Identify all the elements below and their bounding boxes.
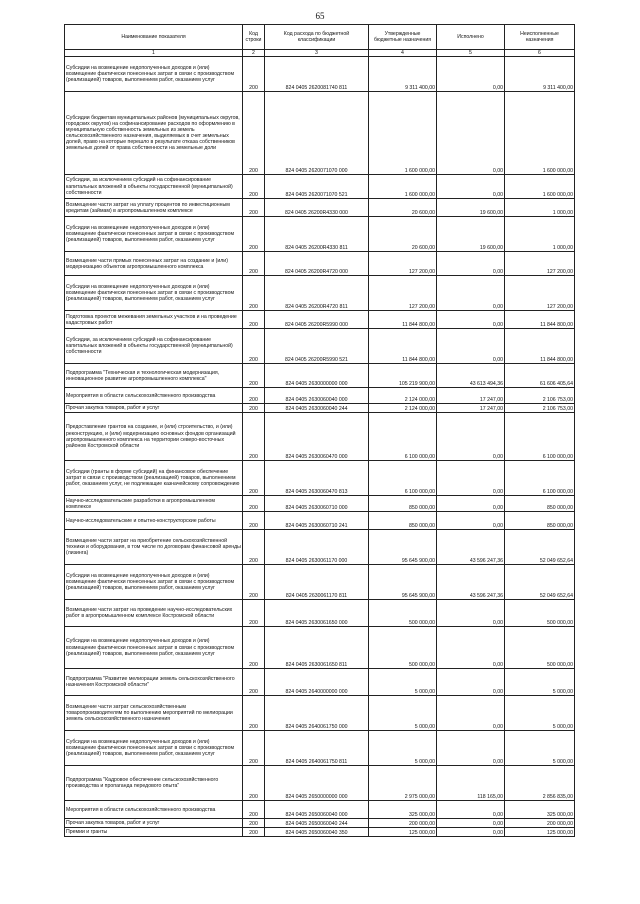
- expense-code: 824 0405 2620081740 811: [265, 57, 369, 92]
- executed-amount: 43 613 494,36: [437, 364, 505, 388]
- unexecuted-amount: 1 000,00: [505, 217, 575, 252]
- approved-amount: 850 000,00: [369, 512, 437, 530]
- expense-code: 824 0405 2630060470 813: [265, 461, 369, 496]
- line-code: 200: [243, 766, 265, 801]
- table-row: [65, 199, 575, 217]
- header-row: [65, 25, 575, 50]
- table-row: [65, 217, 575, 252]
- expense-code: 824 0405 2630060040 000: [265, 388, 369, 404]
- approved-amount: 2 124 000,00: [369, 404, 437, 413]
- expense-code: 824 0405 2650060040 350: [265, 828, 369, 837]
- indicator-name: Возмещение части затрат на проведение научно-исследовательских работ в агропромышленном комплексе Костромской области: [65, 600, 243, 627]
- expense-code: 824 0405 26200R4720 811: [265, 276, 369, 311]
- indicator-name: Подготовка проектов межевания земельных участков и на проведение кадастровых работ: [65, 311, 243, 329]
- line-code: 200: [243, 600, 265, 627]
- indicator-name: Субсидии бюджетам муниципальных районов (муниципальных округов, городских округов) на софинансирование расходов по оформлению в муниципальную собственность земельных из земель сельскохозяйственного назначения, выделяемых в счет земельных долей, право на которые перешло в результате отказа собственников земельных долей от права собственности на земельные доли: [65, 92, 243, 175]
- column-number: 4: [369, 50, 437, 57]
- table-row: [65, 413, 575, 461]
- unexecuted-amount: 200 000,00: [505, 819, 575, 828]
- expense-code: 824 0405 26200R5990 000: [265, 311, 369, 329]
- table-row: [65, 731, 575, 766]
- expense-code: 824 0405 26200R4720 000: [265, 252, 369, 276]
- table-row: [65, 828, 575, 837]
- line-code: 200: [243, 731, 265, 766]
- indicator-name: Возмещение части затрат сельскохозяйственным товаропроизводителям по выполнению мероприятий по мелиорации земель сельскохозяйственного назначения: [65, 696, 243, 731]
- expense-code: 824 0405 2630000000 000: [265, 364, 369, 388]
- executed-amount: 0,00: [437, 92, 505, 175]
- line-code: 200: [243, 819, 265, 828]
- approved-amount: 850 000,00: [369, 496, 437, 512]
- table-row: [65, 512, 575, 530]
- unexecuted-amount: 850 000,00: [505, 496, 575, 512]
- line-code: 200: [243, 801, 265, 819]
- unexecuted-amount: 1 000,00: [505, 199, 575, 217]
- indicator-name: Возмещение части затрат на приобретение сельскохозяйственной техники и оборудования, в том числе по договорам финансовой аренды (лизинга): [65, 530, 243, 565]
- approved-amount: 95 645 900,00: [369, 530, 437, 565]
- approved-amount: 2 124 000,00: [369, 388, 437, 404]
- line-code: 200: [243, 199, 265, 217]
- unexecuted-amount: 500 000,00: [505, 627, 575, 669]
- column-number: 5: [437, 50, 505, 57]
- header-expense-code: Код расхода по бюджетной классификации: [265, 25, 369, 50]
- unexecuted-amount: 9 311 400,00: [505, 57, 575, 92]
- indicator-name: Научно-исследовательские и опытно-конструкторские работы: [65, 512, 243, 530]
- table-row: [65, 92, 575, 175]
- table-row: [65, 819, 575, 828]
- line-code: 200: [243, 175, 265, 199]
- table-row: [65, 329, 575, 364]
- expense-code: 824 0405 2620071070 000: [265, 92, 369, 175]
- table-row: [65, 461, 575, 496]
- expense-code: 824 0405 2640061750 000: [265, 696, 369, 731]
- expense-code: 824 0405 2630060470 000: [265, 413, 369, 461]
- unexecuted-amount: 52 049 652,64: [505, 565, 575, 600]
- table-row: [65, 801, 575, 819]
- indicator-name: Субсидии (гранты в форме субсидий) на финансовое обеспечение затрат в связи с производством (реализацией) товаров, выполнением работ, оказанием услуг, не подлежащие казначейскому сопровождению: [65, 461, 243, 496]
- indicator-name: Мероприятия в области сельскохозяйственного производства: [65, 801, 243, 819]
- expense-code: 824 0405 26200R5990 521: [265, 329, 369, 364]
- unexecuted-amount: 52 049 652,64: [505, 530, 575, 565]
- approved-amount: 6 100 000,00: [369, 413, 437, 461]
- unexecuted-amount: 125 000,00: [505, 828, 575, 837]
- table-row: [65, 57, 575, 92]
- table-row: [65, 311, 575, 329]
- indicator-name: Субсидии на возмещение недополученных доходов и (или) возмещение фактически понесенных затрат в связи с производством (реализацией) товаров, выполнением работ, оказанием услуг: [65, 276, 243, 311]
- executed-amount: 0,00: [437, 329, 505, 364]
- executed-amount: 0,00: [437, 311, 505, 329]
- approved-amount: 6 100 000,00: [369, 461, 437, 496]
- line-code: 200: [243, 627, 265, 669]
- indicator-name: Подпрограмма "Развитие мелиорации земель сельскохозяйственного назначения Костромской области": [65, 669, 243, 696]
- unexecuted-amount: 5 000,00: [505, 696, 575, 731]
- unexecuted-amount: 11 844 800,00: [505, 329, 575, 364]
- line-code: 200: [243, 404, 265, 413]
- line-code: 200: [243, 311, 265, 329]
- line-code: 200: [243, 413, 265, 461]
- approved-amount: 1 600 000,00: [369, 92, 437, 175]
- line-code: 200: [243, 669, 265, 696]
- line-code: 200: [243, 696, 265, 731]
- executed-amount: 0,00: [437, 627, 505, 669]
- expense-code: 824 0405 2620071070 521: [265, 175, 369, 199]
- expense-code: 824 0405 2630061170 000: [265, 530, 369, 565]
- expense-code: 824 0405 2630061650 000: [265, 600, 369, 627]
- indicator-name: Субсидии, за исключением субсидий на софинансирование капитальных вложений в объекты государственной (муниципальной) собственности: [65, 175, 243, 199]
- table-row: [65, 696, 575, 731]
- approved-amount: 2 975 000,00: [369, 766, 437, 801]
- approved-amount: 127 200,00: [369, 252, 437, 276]
- unexecuted-amount: 61 606 405,64: [505, 364, 575, 388]
- expense-code: 824 0405 2640061750 811: [265, 731, 369, 766]
- table-row: [65, 565, 575, 600]
- line-code: 200: [243, 92, 265, 175]
- unexecuted-amount: 1 600 000,00: [505, 92, 575, 175]
- approved-amount: 325 000,00: [369, 801, 437, 819]
- table-row: [65, 530, 575, 565]
- approved-amount: 127 200,00: [369, 276, 437, 311]
- column-number: 1: [65, 50, 243, 57]
- expense-code: 824 0405 2650000000 000: [265, 766, 369, 801]
- executed-amount: 0,00: [437, 57, 505, 92]
- table-row: [65, 175, 575, 199]
- line-code: 200: [243, 329, 265, 364]
- executed-amount: 19 600,00: [437, 199, 505, 217]
- expense-code: 824 0405 2630060710 000: [265, 496, 369, 512]
- approved-amount: 9 311 400,00: [369, 57, 437, 92]
- expense-code: 824 0405 26200R4330 811: [265, 217, 369, 252]
- line-code: 200: [243, 388, 265, 404]
- approved-amount: 105 219 900,00: [369, 364, 437, 388]
- executed-amount: 0,00: [437, 600, 505, 627]
- executed-amount: 0,00: [437, 461, 505, 496]
- executed-amount: 19 600,00: [437, 217, 505, 252]
- unexecuted-amount: 5 000,00: [505, 731, 575, 766]
- indicator-name: Субсидии, за исключением субсидий на софинансирование капитальных вложений в объекты государственной (муниципальной) собственности: [65, 329, 243, 364]
- executed-amount: 0,00: [437, 413, 505, 461]
- line-code: 200: [243, 496, 265, 512]
- executed-amount: 0,00: [437, 819, 505, 828]
- header-executed: Исполнено: [437, 25, 505, 50]
- unexecuted-amount: 500 000,00: [505, 600, 575, 627]
- table-row: [65, 496, 575, 512]
- header-line-code: Код строки: [243, 25, 265, 50]
- table-row: [65, 600, 575, 627]
- unexecuted-amount: 2 106 753,00: [505, 404, 575, 413]
- indicator-name: Научно-исследовательские разработки в агропромышленном комплексе: [65, 496, 243, 512]
- line-code: 200: [243, 512, 265, 530]
- expense-code: 824 0405 2630060710 241: [265, 512, 369, 530]
- page-number: 65: [315, 11, 325, 21]
- approved-amount: 500 000,00: [369, 600, 437, 627]
- indicator-name: Возмещение части затрат на уплату процентов по инвестиционным кредитам (займам) в агропромышленном комплексе: [65, 199, 243, 217]
- approved-amount: 200 000,00: [369, 819, 437, 828]
- executed-amount: 0,00: [437, 252, 505, 276]
- line-code: 200: [243, 276, 265, 311]
- approved-amount: 500 000,00: [369, 627, 437, 669]
- approved-amount: 11 844 800,00: [369, 311, 437, 329]
- approved-amount: 1 600 000,00: [369, 175, 437, 199]
- unexecuted-amount: 2 856 835,00: [505, 766, 575, 801]
- indicator-name: Субсидии на возмещение недополученных доходов и (или) возмещение фактически понесенных затрат в связи с производством (реализацией) товаров, выполнением работ, оказанием услуг: [65, 217, 243, 252]
- table-row: [65, 766, 575, 801]
- executed-amount: 118 165,00: [437, 766, 505, 801]
- unexecuted-amount: 1 600 000,00: [505, 175, 575, 199]
- executed-amount: 17 247,00: [437, 388, 505, 404]
- approved-amount: 5 000,00: [369, 731, 437, 766]
- line-code: 200: [243, 364, 265, 388]
- unexecuted-amount: 127 200,00: [505, 276, 575, 311]
- table-row: [65, 627, 575, 669]
- executed-amount: 0,00: [437, 696, 505, 731]
- line-code: 200: [243, 828, 265, 837]
- indicator-name: Подпрограмма "Техническая и технологическая модернизация, инновационное развитие агропромышленного комплекса": [65, 364, 243, 388]
- executed-amount: 43 596 247,36: [437, 565, 505, 600]
- unexecuted-amount: 6 100 000,00: [505, 413, 575, 461]
- line-code: 200: [243, 565, 265, 600]
- executed-amount: 0,00: [437, 512, 505, 530]
- expense-code: 824 0405 2630060040 244: [265, 404, 369, 413]
- unexecuted-amount: 850 000,00: [505, 512, 575, 530]
- column-number: 2: [243, 50, 265, 57]
- header-approved: Утвержденные бюджетные назначения: [369, 25, 437, 50]
- indicator-name: Субсидии на возмещение недополученных доходов и (или) возмещение фактически понесенных затрат в связи с производством (реализацией) товаров, выполнением работ, оказанием услуг: [65, 731, 243, 766]
- line-code: 200: [243, 57, 265, 92]
- unexecuted-amount: 325 000,00: [505, 801, 575, 819]
- table-row: [65, 404, 575, 413]
- indicator-name: Премии и гранты: [65, 828, 243, 837]
- header-indicator-name: Наименование показателя: [65, 25, 243, 50]
- approved-amount: 5 000,00: [369, 696, 437, 731]
- expense-code: 824 0405 2650060040 244: [265, 819, 369, 828]
- table-body: [65, 57, 575, 837]
- approved-amount: 125 000,00: [369, 828, 437, 837]
- executed-amount: 0,00: [437, 175, 505, 199]
- indicator-name: Предоставление грантов на создание, и (или) строительство, и (или) реконструкцию, и (или) модернизацию основных фондов организаций агропромышленного комплекса на территории северо-восточных районов Костромской области: [65, 413, 243, 461]
- indicator-name: Возмещение части прямых понесенных затрат на создание и (или) модернизацию объектов агропромышленного комплекса: [65, 252, 243, 276]
- unexecuted-amount: 5 000,00: [505, 669, 575, 696]
- expense-code: 824 0405 2650060040 000: [265, 801, 369, 819]
- indicator-name: Субсидии на возмещение недополученных доходов и (или) возмещение фактически понесенных затрат в связи с производством (реализацией) товаров, выполнением работ, оказанием услуг: [65, 565, 243, 600]
- line-code: 200: [243, 461, 265, 496]
- approved-amount: 95 645 900,00: [369, 565, 437, 600]
- expense-code: 824 0405 2630061170 811: [265, 565, 369, 600]
- column-number-row: [65, 50, 575, 57]
- table-row: [65, 669, 575, 696]
- column-number: 3: [265, 50, 369, 57]
- line-code: 200: [243, 217, 265, 252]
- table-row: [65, 276, 575, 311]
- line-code: 200: [243, 252, 265, 276]
- column-number: 6: [505, 50, 575, 57]
- unexecuted-amount: 6 100 000,00: [505, 461, 575, 496]
- expense-code: 824 0405 2640000000 000: [265, 669, 369, 696]
- header-unexecuted: Неисполненные назначения: [505, 25, 575, 50]
- unexecuted-amount: 11 844 800,00: [505, 311, 575, 329]
- executed-amount: 0,00: [437, 731, 505, 766]
- table-row: [65, 252, 575, 276]
- approved-amount: 5 000,00: [369, 669, 437, 696]
- executed-amount: 0,00: [437, 801, 505, 819]
- indicator-name: Прочая закупка товаров, работ и услуг: [65, 819, 243, 828]
- unexecuted-amount: 2 106 753,00: [505, 388, 575, 404]
- indicator-name: Мероприятия в области сельскохозяйственного производства: [65, 388, 243, 404]
- table-row: [65, 364, 575, 388]
- executed-amount: 0,00: [437, 828, 505, 837]
- approved-amount: 20 600,00: [369, 199, 437, 217]
- executed-amount: 0,00: [437, 669, 505, 696]
- executed-amount: 0,00: [437, 276, 505, 311]
- indicator-name: Субсидии на возмещение недополученных доходов и (или) возмещение фактически понесенных затрат в связи с производством (реализацией) товаров, выполнением работ, оказанием услуг: [65, 627, 243, 669]
- unexecuted-amount: 127 200,00: [505, 252, 575, 276]
- executed-amount: 0,00: [437, 496, 505, 512]
- executed-amount: 17 247,00: [437, 404, 505, 413]
- expense-code: 824 0405 2630061650 811: [265, 627, 369, 669]
- indicator-name: Подпрограмма "Кадровое обеспечение сельскохозяйственного производства и пропаганда передового опыта": [65, 766, 243, 801]
- expense-code: 824 0405 26200R4330 000: [265, 199, 369, 217]
- approved-amount: 20 600,00: [369, 217, 437, 252]
- table-row: [65, 388, 575, 404]
- approved-amount: 11 844 800,00: [369, 329, 437, 364]
- executed-amount: 43 596 247,36: [437, 530, 505, 565]
- line-code: 200: [243, 530, 265, 565]
- indicator-name: Субсидии на возмещение недополученных доходов и (или) возмещение фактически понесенных затрат в связи с производством (реализацией) товаров, выполнением работ, оказанием услуг: [65, 57, 243, 92]
- budget-execution-table: [64, 24, 575, 837]
- indicator-name: Прочая закупка товаров, работ и услуг: [65, 404, 243, 413]
